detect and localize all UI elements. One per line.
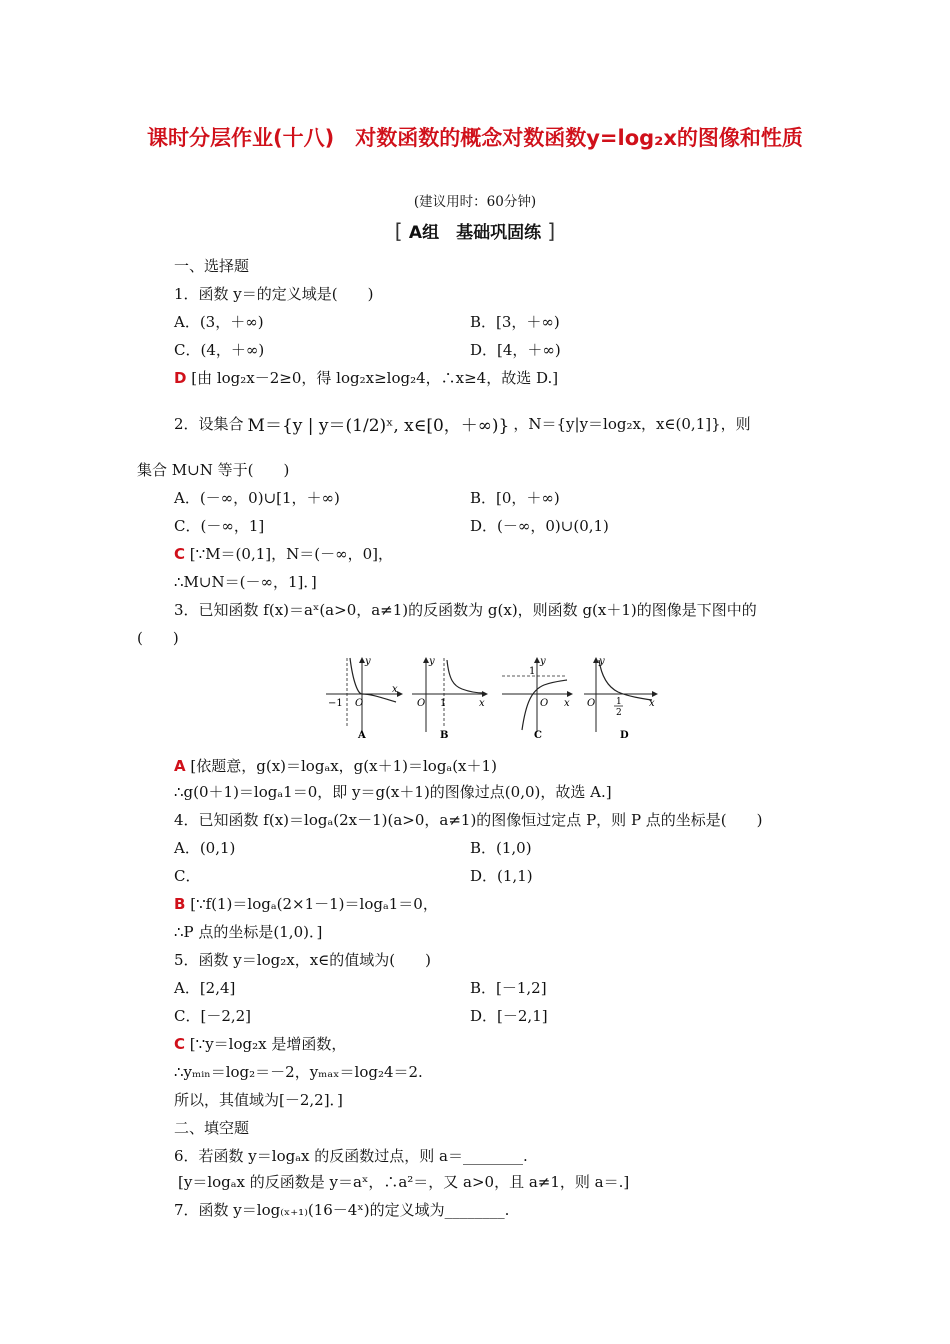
graph-b-label: B xyxy=(440,730,449,741)
svg-text:y: y xyxy=(429,656,435,667)
q4-option-d: D．(1,1) xyxy=(470,867,533,885)
section-fill: 二、填空题 xyxy=(174,1119,250,1137)
q5-answer-line xyxy=(174,1034,346,1054)
q4-option-b: B．(1,0) xyxy=(470,839,532,857)
q6-explain: [y＝logₐx 的反函数是 y＝aˣ，∴a²＝，又 a>0，且 a≠1，则 a＝.] xyxy=(178,1173,630,1191)
graph-c-label: C xyxy=(534,730,542,741)
q3-answer-line xyxy=(174,756,497,776)
q5-stem: 5．函数 y＝log₂x，x∈的值域为( ) xyxy=(174,951,431,969)
q5-answer: C xyxy=(174,1035,186,1053)
q4-answer: B xyxy=(174,895,186,913)
q3-answer: A xyxy=(174,757,186,775)
q3-explain2: ∴g(0＋1)＝logₐ1＝0，即 y＝g(x＋1)的图像过点(0,0)，故选 A.] xyxy=(174,783,612,801)
svg-text:1: 1 xyxy=(529,666,536,677)
graph-b xyxy=(412,656,487,741)
q1-option-d: D．[4，＋∞) xyxy=(470,341,561,359)
svg-text:y: y xyxy=(540,656,546,667)
q2-stem2: 集合 M∪N 等于( ) xyxy=(137,461,290,479)
q5-explain2: ∴yₘᵢₙ＝log₂＝－2，yₘₐₓ＝log₂4＝2. xyxy=(174,1063,423,1081)
section-choice: 一、选择题 xyxy=(174,257,250,275)
q2-answer-line xyxy=(174,544,393,564)
q1-option-b: B．[3，＋∞) xyxy=(470,313,560,331)
q5-option-b: B．[－1,2] xyxy=(470,979,547,997)
graph-d-label: D xyxy=(620,730,629,741)
q2-option-a: A．(－∞，0)∪[1，＋∞) xyxy=(174,489,340,507)
q4-stem: 4．已知函数 f(x)＝logₐ(2x－1)(a>0，a≠1)的图像恒过定点 P，则 P 点的坐标是( ) xyxy=(174,811,763,829)
svg-text:x: x xyxy=(392,684,398,695)
q3-stem: 3．已知函数 f(x)＝aˣ(a>0，a≠1)的反函数为 g(x)，则函数 g(x＋1)的图像是下图中的 xyxy=(174,601,757,619)
svg-text:x: x xyxy=(479,698,485,709)
q1-option-a: A．(3，＋∞) xyxy=(174,313,264,331)
graph-a xyxy=(326,656,402,741)
svg-text:x: x xyxy=(564,698,570,709)
svg-text:O: O xyxy=(587,698,596,709)
svg-text:O: O xyxy=(417,698,426,709)
q2-option-b: B．[0，＋∞) xyxy=(470,489,560,507)
suggested-time: (建议用时：60分钟) xyxy=(413,194,537,210)
q1-explain: [由 log₂x－2≥0，得 log₂x≥log₂4，∴x≥4，故选 D.] xyxy=(191,369,559,387)
svg-text:−1: −1 xyxy=(328,698,343,709)
q1-answer: D xyxy=(174,369,187,387)
svg-text:y: y xyxy=(365,656,371,667)
q3-explain1: [依题意，g(x)＝logₐx，g(x＋1)＝logₐ(x＋1) xyxy=(190,757,497,775)
q4-answer-line xyxy=(174,894,438,914)
q3-graph-options xyxy=(322,652,662,742)
graph-a-label: A xyxy=(358,730,366,741)
q1-option-c: C．(4，＋∞) xyxy=(174,341,265,359)
q2-explain1: [∵M＝(0,1]，N＝(－∞，0]， xyxy=(189,545,393,563)
q2-explain2: ∴M∪N＝(－∞，1]．] xyxy=(174,573,317,591)
q3-stem2: ( ) xyxy=(137,629,179,647)
svg-text:2: 2 xyxy=(616,708,622,718)
page-title: 课时分层作业(十八) 对数函数的概念对数函数y=log₂x的图像和性质 xyxy=(147,126,803,150)
q5-explain3: 所以，其值域为[－2,2]．] xyxy=(174,1091,343,1109)
svg-text:O: O xyxy=(355,698,364,709)
q2-option-d: D．(－∞，0)∪(0,1) xyxy=(470,517,609,535)
group-heading: [ A组 基础巩固练 ] xyxy=(394,219,556,243)
q4-option-c: C． xyxy=(174,867,201,885)
q4-explain2: ∴P 点的坐标是(1,0)．] xyxy=(174,923,323,941)
q2-lead: 2．设集合 xyxy=(174,414,244,433)
q2-option-c: C．(－∞，1] xyxy=(174,517,265,535)
q2-answer: C xyxy=(174,545,186,563)
group-label: A组 基础巩固练 xyxy=(408,223,542,243)
q4-option-a: A．(0,1) xyxy=(174,839,236,857)
graph-d xyxy=(584,656,657,741)
q6-stem: 6．若函数 y＝logₐx 的反函数过点，则 a＝________. xyxy=(174,1147,528,1165)
q2-stem xyxy=(174,398,751,448)
svg-text:1: 1 xyxy=(440,698,447,709)
q1-answer-line xyxy=(174,368,558,388)
q7-stem: 7．函数 y＝log₍ₓ₊₁₎(16－4ˣ)的定义域为________. xyxy=(174,1201,510,1219)
q2-set-m: M＝{y | y＝(1/2)ˣ, x∈[0，＋∞)} xyxy=(247,415,510,436)
q1-stem: 1．函数 y＝的定义域是( ) xyxy=(174,285,374,303)
q2-rest: ，N＝{y|y＝log₂x，x∈(0,1]}，则 xyxy=(513,414,751,433)
q5-explain1: [∵y＝log₂x 是增函数， xyxy=(189,1035,347,1053)
q5-option-d: D．[－2,1] xyxy=(470,1007,548,1025)
svg-text:y: y xyxy=(599,656,605,667)
graph-c xyxy=(502,656,572,741)
svg-text:O: O xyxy=(540,698,549,709)
svg-text:x: x xyxy=(649,698,655,709)
svg-text:1: 1 xyxy=(616,697,622,707)
q5-option-c: C．[－2,2] xyxy=(174,1007,252,1025)
q5-option-a: A．[2,4] xyxy=(174,979,236,997)
q4-explain1: [∵f(1)＝logₐ(2×1－1)＝logₐ1＝0， xyxy=(190,895,438,913)
